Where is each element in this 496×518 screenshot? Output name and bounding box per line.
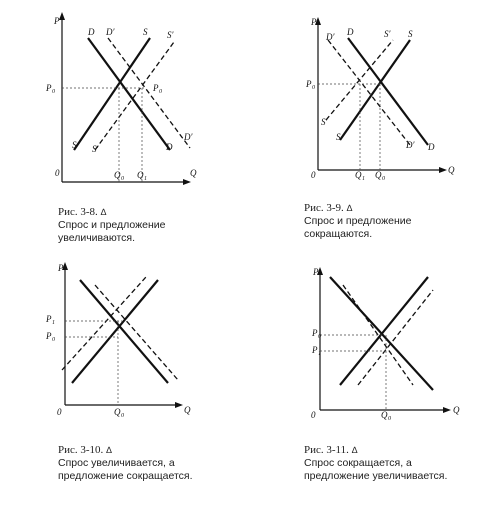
p-axis-label: P: [311, 17, 317, 27]
p0-label: P: [306, 79, 312, 89]
d-top-label: D: [347, 27, 354, 37]
q1-label: Q: [355, 170, 362, 180]
figure-3-10-caption: [58, 444, 193, 483]
p-axis-label: P: [58, 263, 64, 273]
figure-3-9-caption-line-1: Спрос и предложение: [304, 215, 412, 227]
q0-sub: 0: [382, 176, 385, 182]
figure-3-11-title: Рис. 3-11.: [304, 444, 349, 456]
q-axis-label: Q: [453, 405, 460, 415]
q0-label: Q: [114, 407, 121, 417]
q0-label: Q: [381, 410, 388, 420]
figure-3-8-diagram: [0, 0, 248, 195]
p1-sub: 1: [52, 320, 55, 326]
p0-sub: 0: [52, 89, 55, 95]
q1-sub: 1: [144, 176, 147, 182]
triangle-icon: ∆: [100, 207, 107, 217]
origin-label: 0: [57, 407, 62, 417]
p1-label: P: [46, 314, 52, 324]
origin-label: 0: [311, 170, 316, 180]
q-axis-arrow: [175, 402, 183, 408]
q-axis-arrow: [439, 167, 447, 173]
p0-label: P: [46, 331, 52, 341]
q0-label: Q: [114, 170, 121, 180]
s-top-label: S: [408, 29, 413, 39]
figure-3-9-caption: [304, 202, 412, 241]
supply-curve: [72, 280, 158, 383]
triangle-icon: ∆: [351, 445, 358, 455]
d-prime-top-label: D′: [326, 32, 335, 42]
q0-sub: 0: [121, 413, 124, 419]
supply-curve-s: [340, 40, 410, 140]
s-prime-bottom-label: S′: [92, 144, 99, 154]
figure-3-8-caption: [58, 206, 166, 245]
q-axis-arrow: [183, 179, 191, 185]
q0-sub: 0: [121, 176, 124, 182]
figure-3-11-diagram: [248, 255, 496, 435]
supply-curve-shifted: [62, 277, 146, 370]
figure-3-11-caption-line-1: Спрос сокращается, а: [304, 457, 412, 469]
figure-3-9-diagram: [248, 0, 496, 195]
supply-curve-s: [74, 38, 150, 150]
s-prime-top-label: S′: [384, 29, 391, 39]
demand-curve-d-prime: [108, 38, 190, 148]
p1-label: P: [312, 345, 318, 355]
figure-3-11-caption: [304, 444, 447, 483]
p-axis-label: P: [54, 16, 60, 26]
d-bottom-label: D: [428, 142, 435, 152]
demand-curve: [80, 280, 168, 383]
p0-label: P: [312, 328, 318, 338]
p0-sub: 0: [52, 337, 55, 343]
s-bottom-label: S: [336, 132, 341, 142]
d-prime-bottom-label: D′: [406, 140, 415, 150]
q1-sub: 1: [362, 176, 365, 182]
d-top-label: D: [88, 27, 95, 37]
s-prime-bottom-label: S′: [321, 117, 328, 127]
figure-3-8-title: Рис. 3-8.: [58, 206, 98, 218]
figure-3-11-caption-line-2: предложение увеличивается.: [304, 470, 448, 482]
q0-label: Q: [375, 170, 382, 180]
p0-right-sub: 0: [159, 89, 162, 95]
d-prime-bottom-label: D′: [184, 132, 193, 142]
supply-curve-shifted: [358, 290, 433, 385]
p1-sub: 1: [318, 351, 321, 357]
figure-3-8-caption-line-2: увеличиваются.: [58, 232, 136, 244]
triangle-icon: ∆: [346, 203, 353, 213]
p0-sub: 0: [312, 85, 315, 91]
p-axis-label: P: [313, 267, 319, 277]
q0-sub: 0: [388, 416, 391, 422]
figure-3-8-caption-line-1: Спрос и предложение: [58, 219, 166, 231]
q-axis-label: Q: [190, 168, 197, 178]
s-prime-top-label: S′: [167, 30, 174, 40]
figure-3-10-title: Рис. 3-10.: [58, 444, 104, 456]
d-prime-top-label: D′: [106, 27, 115, 37]
s-top-label: S: [143, 27, 148, 37]
figure-3-9-caption-line-2: сокращаются.: [304, 228, 373, 240]
supply-curve-s-prime: [95, 42, 174, 150]
d-bottom-label: D: [166, 142, 173, 152]
demand-curve-shifted: [95, 285, 178, 380]
p0-sub: 0: [318, 334, 321, 340]
p0-right-label: P: [153, 83, 159, 93]
figure-3-10-diagram: [0, 255, 248, 435]
q-axis-label: Q: [184, 405, 191, 415]
q-axis-label: Q: [448, 165, 455, 175]
figure-3-10-caption-line-1: Спрос увеличивается, а: [58, 457, 175, 469]
p-axis-arrow: [59, 12, 65, 20]
q1-label: Q: [137, 170, 144, 180]
s-bottom-label: S: [72, 140, 77, 150]
q-axis-arrow: [443, 407, 451, 413]
triangle-icon: ∆: [106, 445, 112, 455]
origin-label: 0: [311, 410, 316, 420]
figure-3-10-caption-line-2: предложение сокращается.: [58, 470, 193, 482]
demand-curve-d: [88, 38, 170, 150]
p0-label: P: [46, 83, 52, 93]
figure-3-9-title: Рис. 3-9.: [304, 202, 344, 214]
origin-label: 0: [55, 168, 60, 178]
